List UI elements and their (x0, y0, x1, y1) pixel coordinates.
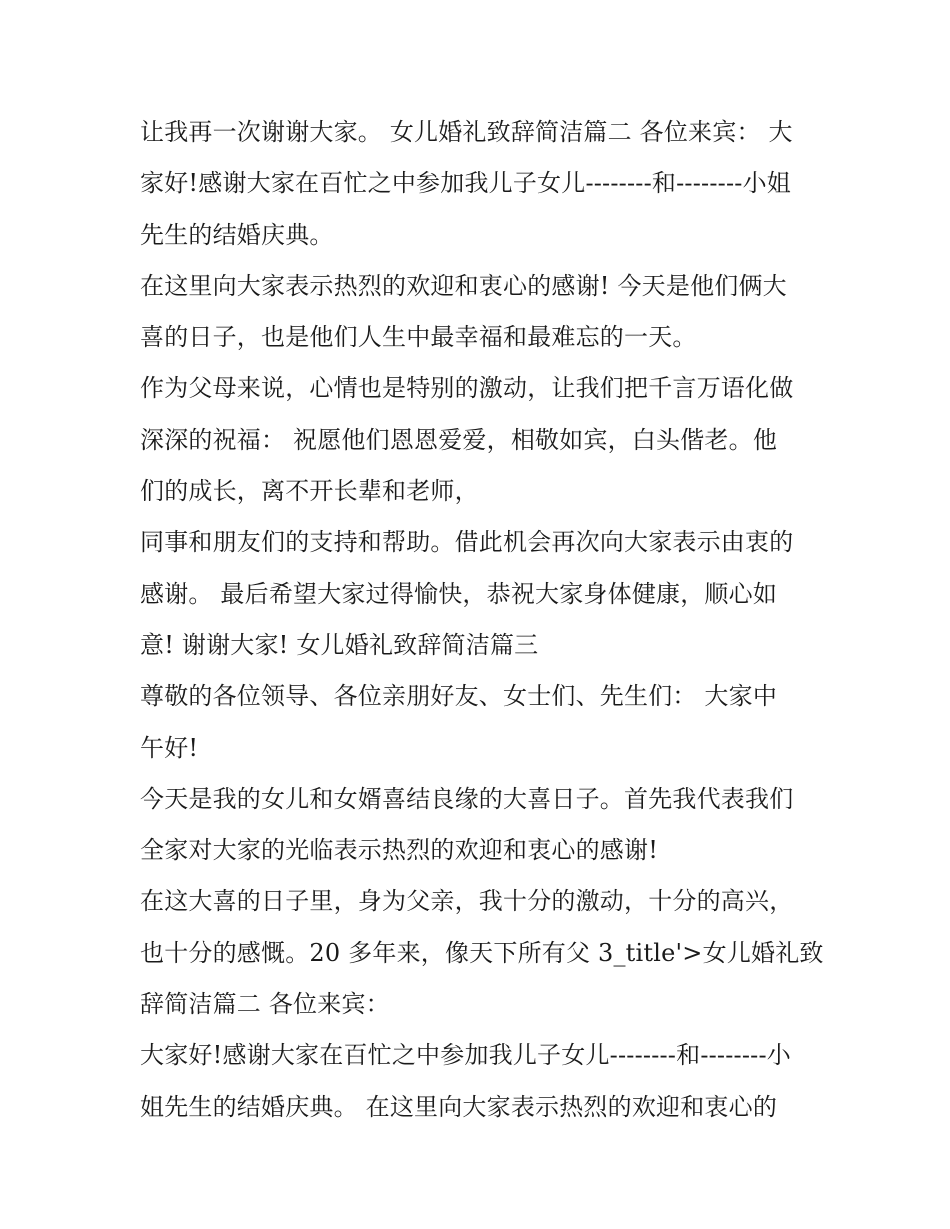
text-line: 今天是我的女儿和女婿喜结良缘的大喜日子。首先我代表我们 (140, 784, 794, 813)
text-line: 感谢。 最后希望大家过得愉快，恭祝大家身体健康，顺心如 (140, 579, 778, 608)
text-line: 意! 谢谢大家! 女儿婚礼致辞简洁篇三 (140, 630, 539, 659)
text-line: 全家对大家的光临表示热烈的欢迎和衷心的感谢! (140, 836, 659, 865)
text-line: 作为父母来说，心情也是特别的激动，让我们把千言万语化做 (140, 374, 794, 403)
text-line: 在这大喜的日子里，身为父亲，我十分的激动，十分的高兴， (140, 887, 794, 916)
text-line: 辞简洁篇二 各位来宾： (140, 990, 390, 1019)
text-line: 们的成长，离不开长辈和老师， (140, 477, 479, 506)
text-line: 大家好!感谢大家在百忙之中参加我儿子女儿--------和--------小 (140, 1041, 791, 1070)
text-line: 家好!感谢大家在百忙之中参加我儿子女儿--------和--------小姐 (140, 169, 791, 198)
text-line: 喜的日子，也是他们人生中最幸福和最难忘的一天。 (140, 323, 697, 352)
text-line: 同事和朋友们的支持和帮助。借此机会再次向大家表示由衷的 (140, 528, 794, 557)
text-line: 先生的结婚庆典。 (140, 220, 334, 249)
text-line: 姐先生的结婚庆典。 在这里向大家表示热烈的欢迎和衷心的 (140, 1092, 778, 1121)
text-line: 尊敬的各位领导、各位亲朋好友、女士们、先生们： 大家中 (140, 682, 778, 711)
text-line: 午好! (140, 733, 199, 762)
text-line: 深深的祝福： 祝愿他们恩恩爱爱，相敬如宾，白头偕老。他 (140, 425, 778, 454)
text-line: 让我再一次谢谢大家。 女儿婚礼致辞简洁篇二 各位来宾： 大 (140, 118, 793, 146)
text-line: 也十分的感慨。20 多年来，像天下所有父 3_title'>女儿婚礼致 (140, 938, 824, 967)
text-line: 在这里向大家表示热烈的欢迎和衷心的感谢! 今天是他们俩大 (140, 271, 787, 300)
document-body (140, 107, 824, 1133)
